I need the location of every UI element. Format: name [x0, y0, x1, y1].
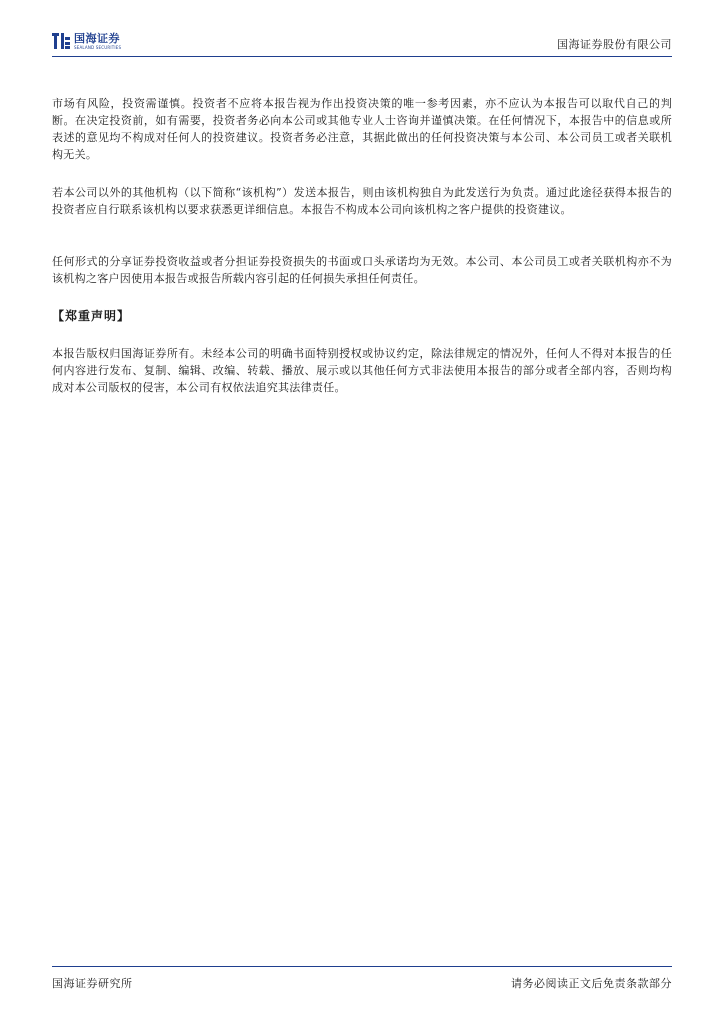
- no-guarantee-paragraph: 任何形式的分享证券投资收益或者分担证券投资损失的书面或口头承诺均为无效。本公司、本公司员工或者关联机构亦不为该机构之客户因使用本报告或报告所载内容引起的任何损失承担任何责任。: [52, 255, 672, 285]
- logo-chinese-text: 国海证券: [74, 31, 120, 45]
- page-header: [52, 30, 672, 56]
- header-company-name: 国海证券股份有限公司: [557, 38, 672, 51]
- footer-disclaimer-notice: 请务必阅读正文后免责条款部分: [511, 977, 672, 990]
- logo-english-text: SEALAND SECURITIES: [74, 44, 122, 50]
- footer-divider: [52, 966, 672, 967]
- header-divider: [52, 56, 672, 57]
- footer-institute-name: 国海证券研究所: [52, 977, 133, 990]
- section-title-statement: 【郑重声明】: [52, 309, 131, 323]
- logo-text: [74, 33, 121, 50]
- risk-paragraph: 市场有风险，投资需谨慎。投资者不应将本报告视为作出投资决策的唯一参考因素，亦不应认为本报告可以取代自己的判断。在决定投资前，如有需要，投资者务必向本公司或其他专业人士咨询并谨慎决策。在任何情况下，本报告中的信息或所表述的意见均不构成对任何人的投资建议。投资者务必注意，其据此做出的任何投资决策与本公司、本公司员工或者关联机构无关。: [52, 97, 672, 161]
- copyright-statement-paragraph: 本报告版权归国海证券所有。未经本公司的明确书面特别授权或协议约定，除法律规定的情况外，任何人不得对本报告的任何内容进行发布、复制、编辑、改编、转载、播放、展示或以其他任何方式非法使用本报告的部分或者全部内容，否则均构成对本公司版权的侵害，本公司有权依法追究其法律责任。: [52, 347, 672, 394]
- company-logo: [52, 30, 121, 52]
- third-party-distribution-paragraph: 若本公司以外的其他机构（以下简称“该机构”）发送本报告，则由该机构独自为此发送行为负责。通过此途径获得本报告的投资者应自行联系该机构以要求获悉更详细信息。本报告不构成本公司向该机构之客户提供的投资建议。: [52, 186, 672, 216]
- sealand-logo-icon: [52, 32, 70, 50]
